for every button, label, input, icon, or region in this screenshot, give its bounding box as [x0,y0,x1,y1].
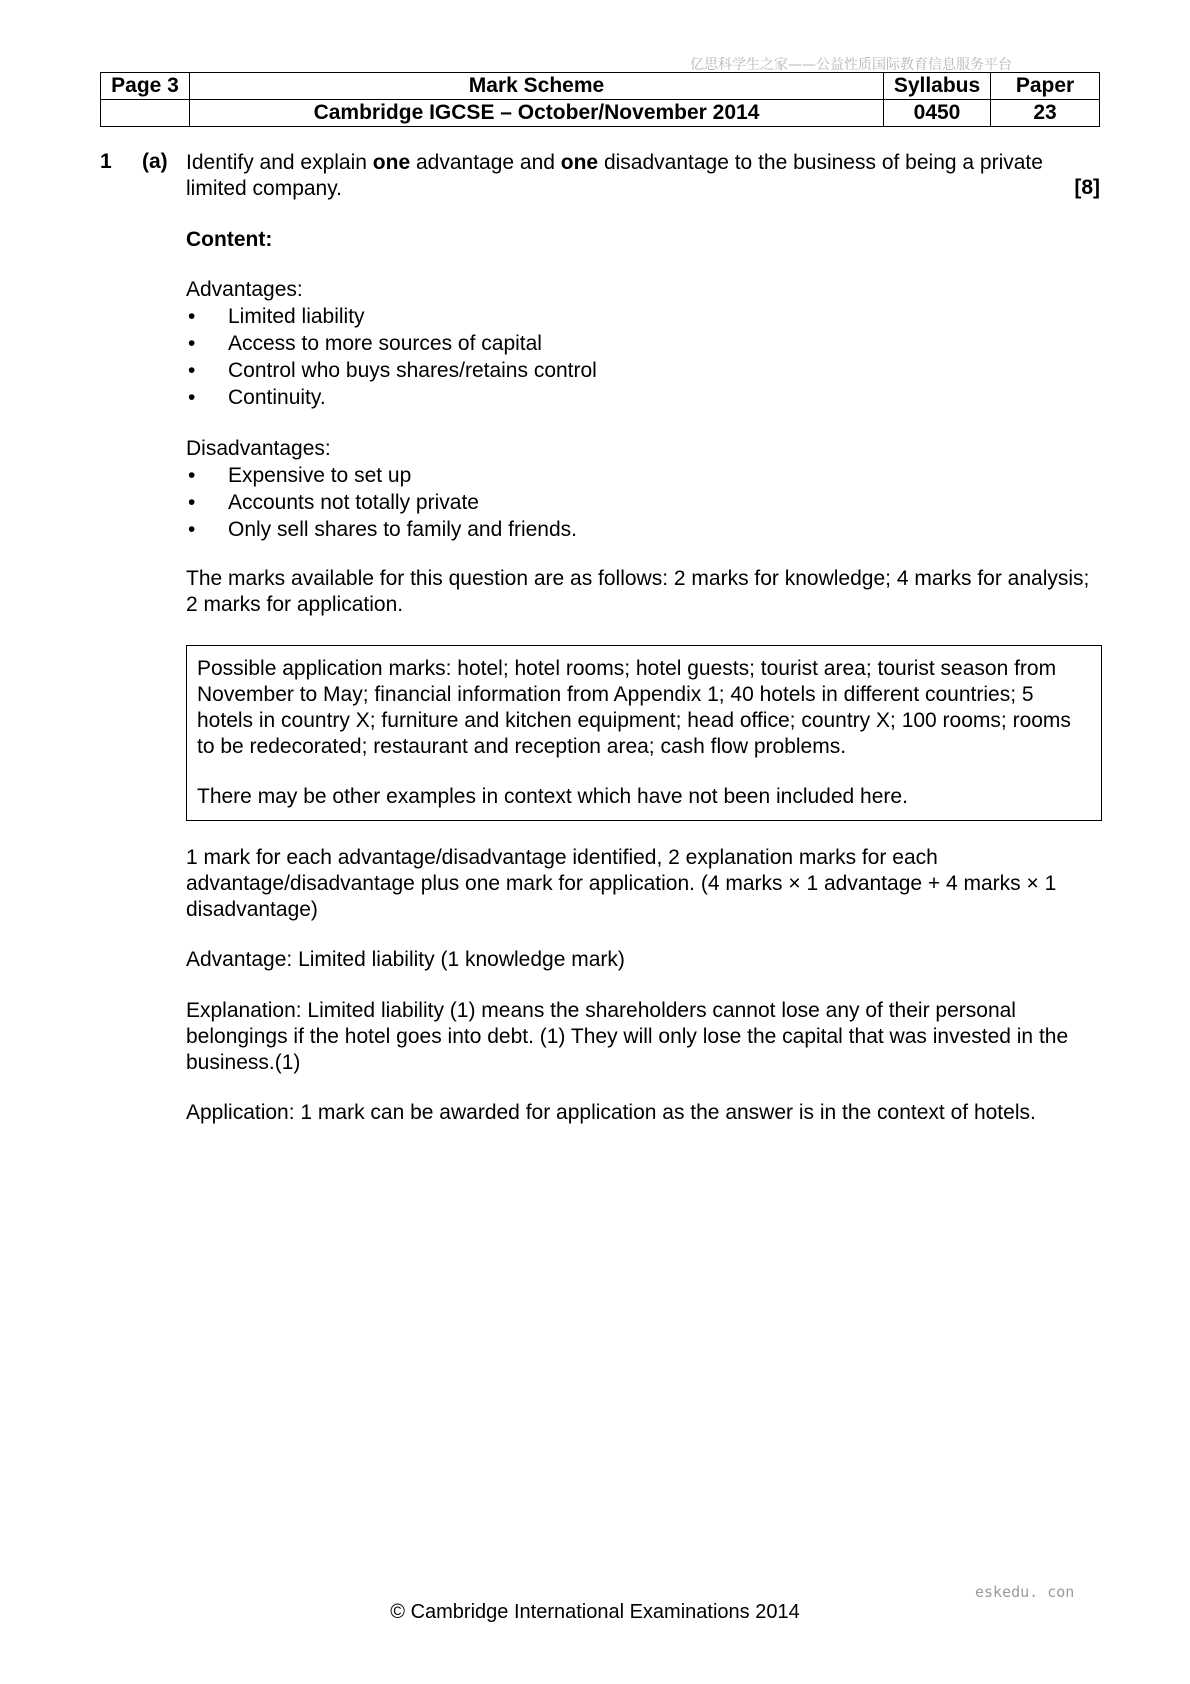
list-item [186,462,1100,489]
advantages-heading: Advantages: [186,278,303,301]
watermark-top: 亿思科学生之家——公益性质国际教育信息服务平台 [690,57,1012,73]
advantages-section [186,277,1100,411]
list-item [186,516,1100,543]
list-item [186,303,1100,330]
list-item-text: Access to more sources of capital [228,332,542,355]
explanation-example: Explanation: Limited liability (1) means the shareholders cannot lose any of their personal belongings if the hotel goes into debt. (1) They will only lose the capital that was invested in the business.(1) [186,999,1069,1074]
question-marks: [8] [1074,176,1100,199]
list-item-text: Control who buys shares/retains control [228,359,597,382]
bullet-icon: • [188,332,196,355]
prompt-text: disadvantage to the business of being a private [598,151,1043,174]
bullet-icon: • [188,359,196,382]
content-heading: Content: [186,228,273,251]
advantages-list [186,303,1100,411]
list-item-text: Expensive to set up [228,464,412,487]
list-item-text: Only sell shares to family and friends. [228,518,577,541]
question-part: (a) [142,150,168,173]
application-marks-box [186,645,1102,821]
paper-label: Paper [991,73,1100,100]
question-prompt-line1 [186,150,1100,176]
bullet-icon: • [188,518,196,541]
page-number: Page 3 [101,73,190,100]
question-prompt-line2: limited company. [186,177,343,200]
mark-allocation-text: 1 mark for each advantage/disadvantage identified, 2 explanation marks for each advantage/disadvantage plus one mark for application. (4 marks × 1 advantage + 4 marks × 1 disadvantage) [186,846,1057,921]
list-item [186,357,1100,384]
list-item [186,384,1100,411]
application-marks-list: Possible application marks: hotel; hotel rooms; hotel guests; tourist area; tourist season from November to May; financial information from Appendix 1; 40 hotels in different countries; 5 hotels in country X; furniture and kitchen equipment; head office; country X; 100 rooms; rooms to be redecorated; restaurant and reception area; cash flow problems. [197,657,1071,758]
disadvantages-heading: Disadvantages: [186,437,331,460]
disadvantages-section [186,436,1100,543]
list-item [186,330,1100,357]
syllabus-value: 0450 [884,100,991,127]
prompt-bold: one [372,151,411,174]
header-empty-cell [101,100,190,127]
copyright-footer: © Cambridge International Examinations 2014 [390,1601,800,1623]
paper-value: 23 [991,100,1100,127]
bullet-icon: • [188,491,196,514]
advantage-example: Advantage: Limited liability (1 knowledge mark) [186,948,625,971]
bullet-icon: • [188,464,196,487]
syllabus-label: Syllabus [884,73,991,100]
question-number: 1 [100,150,112,173]
bullet-icon: • [188,305,196,328]
prompt-bold: one [560,151,599,174]
prompt-text: Identify and explain [186,151,373,174]
document-title: Mark Scheme [190,73,884,100]
disadvantages-list [186,462,1100,543]
exam-session: Cambridge IGCSE – October/November 2014 [190,100,884,127]
watermark-bottom: eskedu. con [975,1583,1075,1601]
list-item-text: Accounts not totally private [228,491,479,514]
bullet-icon: • [188,386,196,409]
list-item [186,489,1100,516]
mark-scheme-header-table [100,72,1100,127]
list-item-text: Continuity. [228,386,326,409]
list-item-text: Limited liability [228,305,365,328]
marks-available-text: The marks available for this question are as follows: 2 marks for knowledge; 4 marks for analysis; 2 marks for application. [186,567,1090,616]
question-prompt [186,150,1100,202]
prompt-text: advantage and [410,151,561,174]
other-examples-note: There may be other examples in context which have not been included here. [197,785,908,808]
application-example: Application: 1 mark can be awarded for application as the answer is in the context of hotels. [186,1101,1036,1124]
